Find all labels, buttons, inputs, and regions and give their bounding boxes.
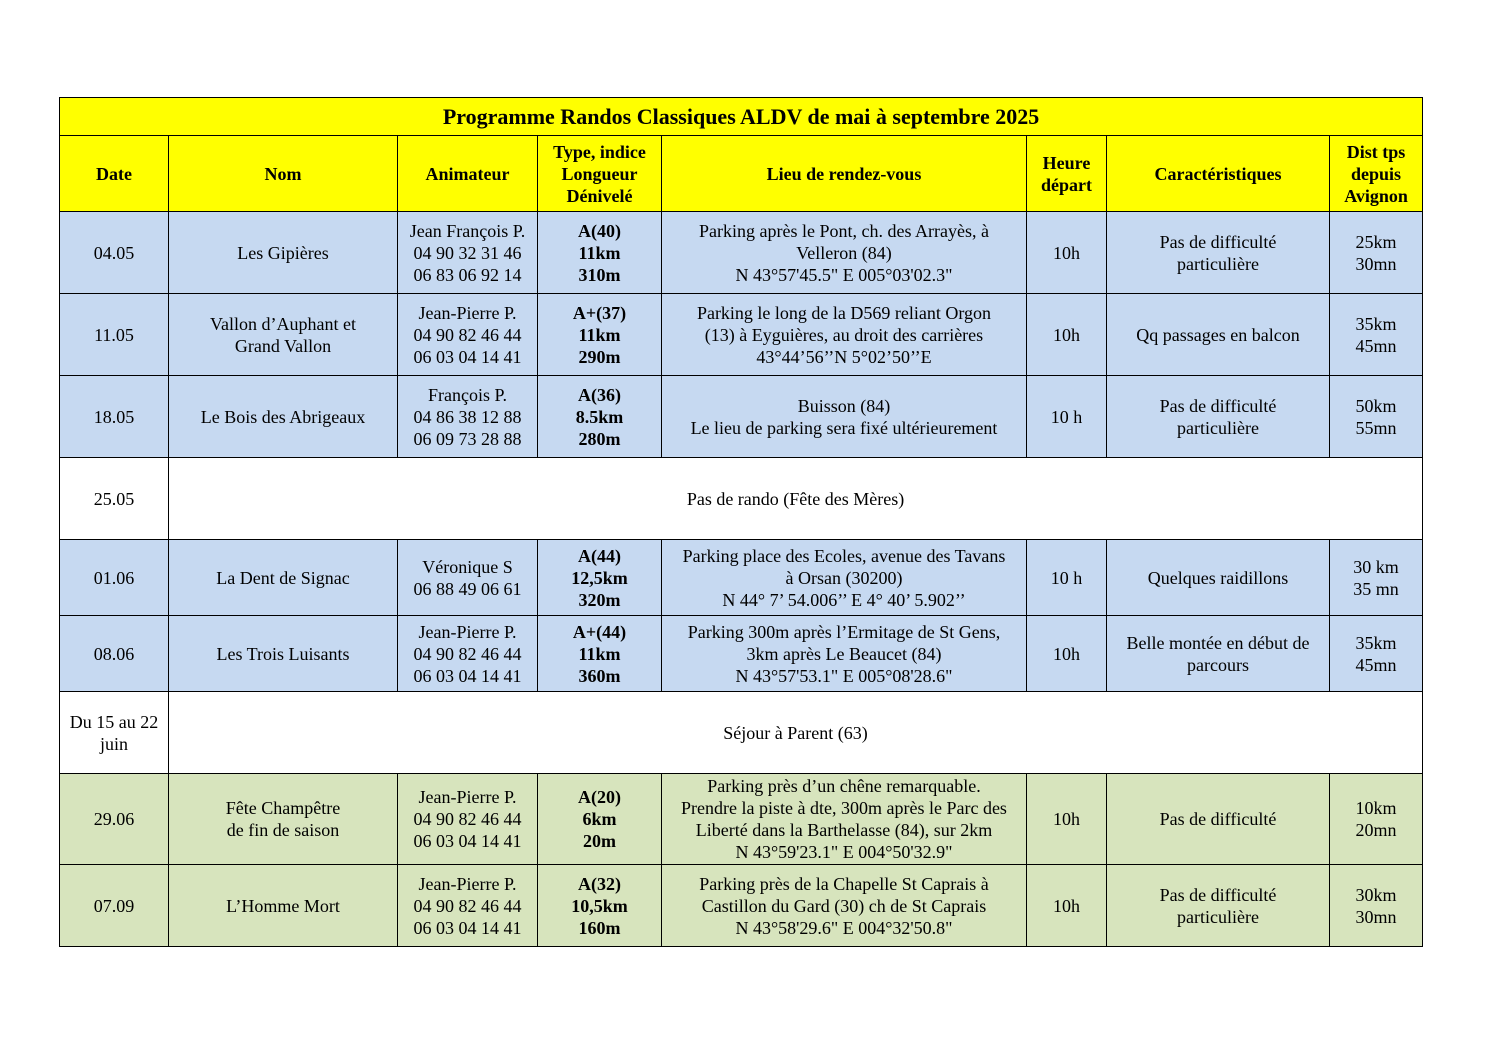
- caracteristiques-cell: [1107, 212, 1330, 294]
- type-line: 11km: [578, 242, 621, 263]
- nom-line: Fête Champêtre: [225, 798, 341, 818]
- table-row: [60, 692, 1423, 774]
- type-line: 310m: [578, 264, 621, 285]
- note-cell: Séjour à Parent (63): [169, 692, 1423, 774]
- lieu-line: Parking le long de la D569 reliant Orgon: [696, 302, 992, 323]
- type-line: A(36): [578, 384, 621, 405]
- dist-line: 55mn: [1355, 417, 1397, 438]
- lieu-cell: [662, 616, 1027, 692]
- lieu-line: Le lieu de parking sera fixé ultérieurement: [690, 417, 998, 438]
- table-row: [60, 540, 1423, 616]
- type-cell: [538, 616, 662, 692]
- nom-line: Le Bois des Abrigeaux: [200, 406, 366, 427]
- caracteristiques-cell: [1107, 774, 1330, 865]
- header-lieu: Lieu de rendez-vous: [662, 136, 1027, 212]
- lieu-line: 3km après Le Beaucet (84): [746, 643, 942, 664]
- animateur-line: Véronique S: [422, 556, 513, 577]
- lieu-cell: [662, 774, 1027, 865]
- type-line: 11km: [578, 324, 621, 345]
- type-line: A+(37): [572, 302, 627, 323]
- dist-cell: [1330, 865, 1423, 947]
- caracteristiques-line: Qq passages en balcon: [1136, 324, 1300, 345]
- dist-line: 30km: [1355, 884, 1397, 905]
- caracteristiques-cell: [1107, 865, 1330, 947]
- nom-line: L’Homme Mort: [226, 895, 340, 916]
- nom-cell: [169, 616, 398, 692]
- animateur-cell: [398, 616, 538, 692]
- caracteristiques-cell: [1107, 376, 1330, 458]
- header-type: [538, 136, 662, 212]
- animateur-line: 06 09 73 28 88: [413, 428, 522, 449]
- heure-cell: 10h: [1027, 865, 1107, 947]
- lieu-line: Velleron (84): [796, 242, 892, 263]
- table-row: [60, 294, 1423, 376]
- date-cell: 07.09: [60, 865, 169, 947]
- animateur-line: Jean-Pierre P.: [418, 787, 517, 807]
- date-cell: 29.06: [60, 774, 169, 865]
- header-nom: Nom: [169, 136, 398, 212]
- dist-cell: [1330, 294, 1423, 376]
- dist-cell: [1330, 774, 1423, 865]
- table-row: [60, 212, 1423, 294]
- animateur-cell: [398, 212, 538, 294]
- lieu-line: Parking 300m après l’Ermitage de St Gens,: [687, 621, 1001, 642]
- dist-line: 50km: [1355, 395, 1397, 416]
- date-cell: 25.05: [60, 458, 169, 540]
- lieu-line: 43°44’56’’N 5°02’50’’E: [756, 346, 932, 367]
- animateur-cell: [398, 376, 538, 458]
- heure-cell: 10h: [1027, 616, 1107, 692]
- type-cell: [538, 212, 662, 294]
- caracteristiques-line: Pas de difficulté: [1159, 395, 1277, 416]
- date-cell: 04.05: [60, 212, 169, 294]
- dist-line: 25km: [1355, 231, 1397, 252]
- lieu-line: N 43°59'23.1" E 004°50'32.9": [735, 842, 953, 862]
- header-caracteristiques: Caractéristiques: [1107, 136, 1330, 212]
- animateur-line: 06 03 04 14 41: [413, 917, 522, 938]
- lieu-line: N 43°57'45.5" E 005°03'02.3": [735, 264, 953, 285]
- table-row: [60, 865, 1423, 947]
- dist-line: 35km: [1355, 313, 1397, 334]
- date-cell: 18.05: [60, 376, 169, 458]
- caracteristiques-line: Belle montée en début de: [1126, 632, 1310, 653]
- table-row: [60, 616, 1423, 692]
- header-animateur: Animateur: [398, 136, 538, 212]
- lieu-line: Parking place des Ecoles, avenue des Tavans: [682, 545, 1006, 566]
- caracteristiques-cell: [1107, 294, 1330, 376]
- table-title: Programme Randos Classiques ALDV de mai à septembre 2025: [60, 98, 1423, 136]
- animateur-line: 06 03 04 14 41: [413, 346, 522, 367]
- animateur-line: 04 86 38 12 88: [413, 406, 522, 427]
- animateur-cell: [398, 865, 538, 947]
- header-dist-line: depuis: [1351, 163, 1402, 184]
- dist-line: 20mn: [1355, 820, 1397, 840]
- caracteristiques-cell: [1107, 616, 1330, 692]
- dist-cell: [1330, 212, 1423, 294]
- animateur-cell: [398, 774, 538, 865]
- animateur-line: 04 90 82 46 44: [413, 643, 522, 664]
- type-line: 20m: [583, 831, 616, 851]
- nom-cell: [169, 376, 398, 458]
- header-heure: [1027, 136, 1107, 212]
- type-cell: [538, 294, 662, 376]
- nom-line: Les Gipières: [237, 242, 329, 263]
- date-cell: 11.05: [60, 294, 169, 376]
- lieu-line: N 43°57'53.1" E 005°08'28.6": [735, 665, 953, 686]
- table-row: [60, 774, 1423, 865]
- dist-line: 10km: [1355, 798, 1397, 818]
- dist-cell: [1330, 376, 1423, 458]
- heure-cell: 10 h: [1027, 540, 1107, 616]
- caracteristiques-line: Quelques raidillons: [1147, 567, 1289, 588]
- header-type-line: Dénivelé: [566, 185, 633, 206]
- caracteristiques-line: particulière: [1177, 417, 1259, 438]
- caracteristiques-line: parcours: [1187, 654, 1249, 675]
- animateur-line: 04 90 32 31 46: [413, 242, 522, 263]
- nom-line: Grand Vallon: [234, 335, 332, 356]
- animateur-line: Jean-Pierre P.: [418, 302, 517, 323]
- dist-line: 30mn: [1355, 906, 1397, 927]
- caracteristiques-line: Pas de difficulté: [1159, 809, 1277, 829]
- lieu-cell: [662, 294, 1027, 376]
- lieu-line: Buisson (84): [797, 395, 891, 416]
- header-date: Date: [60, 136, 169, 212]
- type-line: 360m: [578, 665, 621, 686]
- nom-cell: [169, 540, 398, 616]
- animateur-line: 04 90 82 46 44: [413, 895, 522, 916]
- type-line: 320m: [578, 589, 621, 610]
- type-line: 290m: [578, 346, 621, 367]
- lieu-line: Castillon du Gard (30) ch de St Caprais: [701, 895, 987, 916]
- lieu-line: (13) à Eyguières, au droit des carrières: [704, 324, 984, 345]
- header-dist: [1330, 136, 1423, 212]
- nom-cell: [169, 865, 398, 947]
- animateur-line: 04 90 82 46 44: [413, 809, 522, 829]
- animateur-line: 04 90 82 46 44: [413, 324, 522, 345]
- animateur-line: Jean-Pierre P.: [418, 873, 517, 894]
- note-cell: Pas de rando (Fête des Mères): [169, 458, 1423, 540]
- animateur-line: 06 03 04 14 41: [413, 665, 522, 686]
- nom-line: Vallon d’Auphant et: [210, 313, 356, 334]
- caracteristiques-line: Pas de difficulté: [1159, 884, 1277, 905]
- animateur-cell: [398, 294, 538, 376]
- header-type-line: Type, indice: [553, 141, 646, 162]
- type-cell: [538, 540, 662, 616]
- type-line: A(44): [578, 545, 621, 566]
- lieu-cell: [662, 865, 1027, 947]
- heure-cell: 10 h: [1027, 376, 1107, 458]
- type-line: 12,5km: [571, 567, 628, 588]
- animateur-line: Jean-Pierre P.: [418, 621, 517, 642]
- type-line: A(20): [578, 787, 621, 807]
- type-line: 8.5km: [575, 406, 624, 427]
- nom-cell: [169, 774, 398, 865]
- animateur-line: 06 83 06 92 14: [413, 264, 522, 285]
- table-row: [60, 376, 1423, 458]
- caracteristiques-line: particulière: [1177, 906, 1259, 927]
- type-line: 280m: [578, 428, 621, 449]
- heure-cell: 10h: [1027, 774, 1107, 865]
- lieu-line: Parking après le Pont, ch. des Arrayès, à: [699, 220, 989, 241]
- lieu-line: Liberté dans la Barthelasse (84), sur 2km: [695, 820, 993, 840]
- lieu-line: N 43°58'29.6" E 004°32'50.8": [735, 917, 953, 938]
- header-heure-line: départ: [1041, 174, 1092, 195]
- dist-line: 35 mn: [1353, 578, 1399, 599]
- header-dist-line: Avignon: [1344, 185, 1408, 206]
- title-row: [60, 98, 1423, 136]
- animateur-line: François P.: [427, 384, 507, 405]
- nom-line: Les Trois Luisants: [216, 643, 350, 664]
- dist-line: 30 km: [1353, 556, 1399, 577]
- lieu-cell: [662, 376, 1027, 458]
- nom-line: La Dent de Signac: [216, 567, 350, 588]
- caracteristiques-line: Pas de difficulté: [1159, 231, 1277, 252]
- header-row: [60, 136, 1423, 212]
- date-cell: 01.06: [60, 540, 169, 616]
- dist-cell: [1330, 540, 1423, 616]
- heure-cell: 10h: [1027, 212, 1107, 294]
- nom-cell: [169, 212, 398, 294]
- type-line: A(32): [578, 873, 621, 894]
- type-line: 10,5km: [571, 895, 628, 916]
- header-heure-line: Heure: [1042, 152, 1091, 173]
- type-cell: [538, 865, 662, 947]
- header-dist-line: Dist tps: [1346, 141, 1406, 162]
- heure-cell: 10h: [1027, 294, 1107, 376]
- nom-line: de fin de saison: [226, 820, 340, 840]
- date-cell: 08.06: [60, 616, 169, 692]
- header-type-line: Longueur: [561, 163, 638, 184]
- lieu-cell: [662, 212, 1027, 294]
- type-line: 6km: [582, 809, 617, 829]
- type-cell: [538, 774, 662, 865]
- date-cell: Du 15 au 22 juin: [60, 692, 169, 774]
- lieu-cell: [662, 540, 1027, 616]
- type-line: 160m: [578, 917, 621, 938]
- program-table: [59, 97, 1423, 947]
- dist-cell: [1330, 616, 1423, 692]
- type-cell: [538, 376, 662, 458]
- animateur-cell: [398, 540, 538, 616]
- lieu-line: à Orsan (30200): [785, 567, 903, 588]
- caracteristiques-line: particulière: [1177, 253, 1259, 274]
- dist-line: 30mn: [1355, 253, 1397, 274]
- type-line: A(40): [578, 220, 621, 241]
- nom-cell: [169, 294, 398, 376]
- dist-line: 45mn: [1355, 654, 1397, 675]
- animateur-line: 06 88 49 06 61: [413, 578, 522, 599]
- dist-line: 45mn: [1355, 335, 1397, 356]
- caracteristiques-cell: [1107, 540, 1330, 616]
- type-line: 11km: [578, 643, 621, 664]
- lieu-line: N 44° 7’ 54.006’’ E 4° 40’ 5.902’’: [722, 589, 966, 610]
- table-row: [60, 458, 1423, 540]
- animateur-line: 06 03 04 14 41: [413, 831, 522, 851]
- type-line: A+(44): [572, 621, 627, 642]
- lieu-line: Parking près de la Chapelle St Caprais à: [699, 873, 989, 894]
- lieu-line: Parking près d’un chêne remarquable.: [707, 776, 981, 796]
- lieu-line: Prendre la piste à dte, 300m après le Parc des: [681, 798, 1007, 818]
- dist-line: 35km: [1355, 632, 1397, 653]
- animateur-line: Jean François P.: [409, 220, 526, 241]
